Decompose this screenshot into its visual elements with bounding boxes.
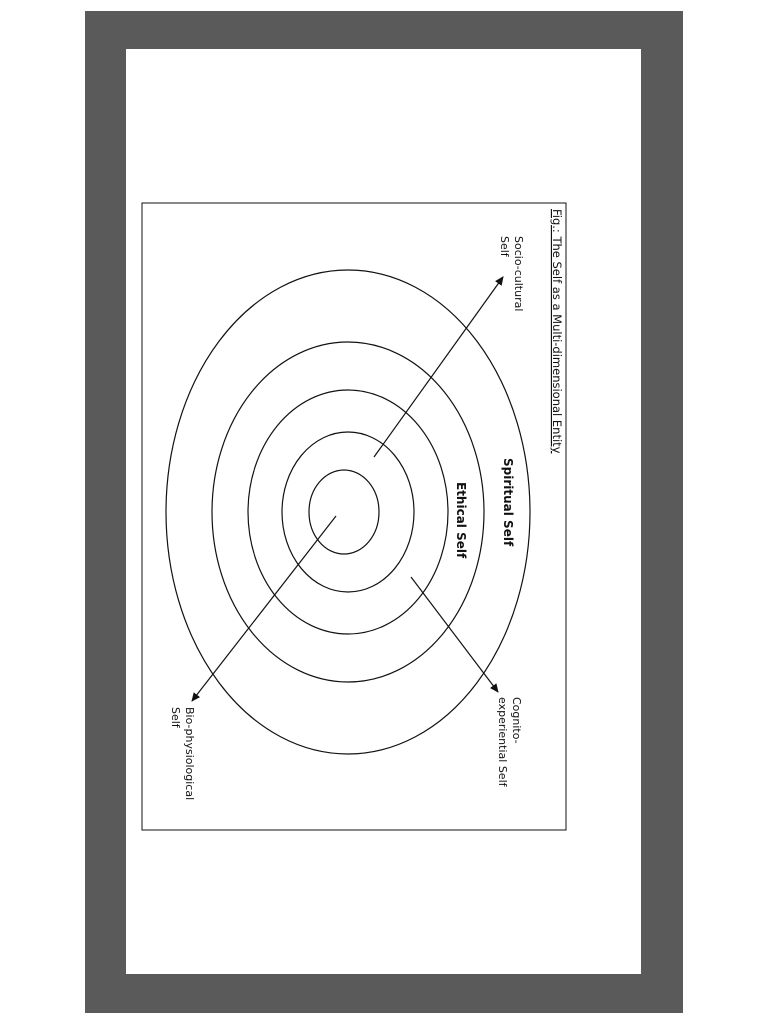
inner-ring — [309, 470, 379, 554]
cognito-experiential-label-line2: experiential Self — [496, 697, 509, 787]
third-ring — [248, 390, 448, 634]
socio-cultural-label-line1: Socio-cultural — [512, 236, 525, 312]
bio-physiological-label-line2: Self — [169, 707, 182, 728]
bio-physiological-arrow — [192, 516, 336, 701]
bio-physiological-label-line1: Bio-physiological — [183, 707, 196, 801]
cognito-experiential-arrow — [411, 577, 498, 692]
socio-cultural-arrow — [374, 277, 503, 457]
spiritual-self-label: Spiritual Self — [501, 458, 515, 547]
second-ring — [212, 342, 484, 682]
ethical-self-label: Ethical Self — [454, 482, 468, 559]
cognito-experiential-label-line1: Cognito- — [510, 697, 523, 744]
fourth-ring — [282, 432, 414, 592]
socio-cultural-label-line2: Self — [498, 236, 511, 257]
figure-title: Fig.: The Self as a Multi-dimensional Entity — [550, 209, 564, 454]
